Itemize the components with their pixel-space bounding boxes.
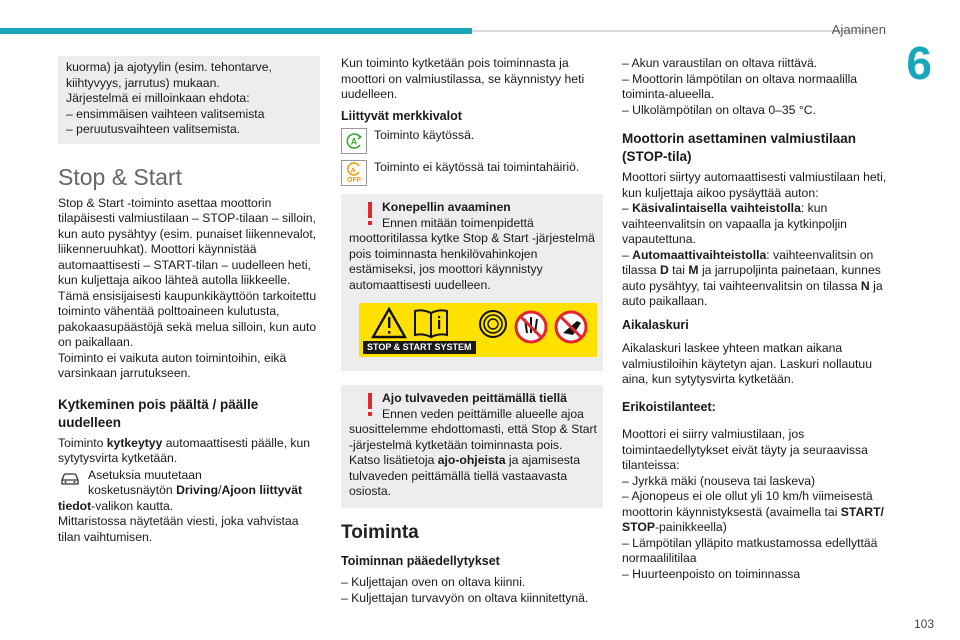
text-span: : vaihteenvalitsin on — [766, 247, 874, 262]
text-line — [58, 499, 320, 515]
text-line: suosittelemme ehdottomasti, että Stop & Start — [349, 422, 597, 436]
text-span: tilassa — [622, 263, 660, 277]
list-item: – Huurteenpoisto on toiminnassa — [622, 566, 801, 581]
header-divider — [472, 30, 872, 32]
list-item: – Lämpötilan ylläpito matkustamossa edellyttää — [622, 535, 878, 550]
text-line: Kun toiminto kytketään pois toiminnasta ja — [341, 56, 569, 70]
text-line: Tämä ensisijaisesti kaupunkikäyttöön tarkoitettu — [58, 288, 317, 303]
text-line: auto paikallaan. — [622, 294, 708, 308]
text-line — [58, 436, 320, 452]
list-item: – Jyrkkä mäki (nouseva tai laskeva) — [622, 473, 816, 488]
page-number: 103 — [913, 616, 934, 631]
text-line: uudelleen. — [341, 87, 398, 101]
text-line: estämiseksi, jos moottori käynnistyy — [349, 262, 543, 276]
text-span: tai — [668, 263, 689, 277]
note-line: kiihtyvyys, jarrutus) mukaan. — [66, 75, 220, 90]
text-span: -painikkeella) — [654, 520, 727, 534]
lamp-row-on — [341, 128, 603, 154]
text-line: on paikallaan. — [58, 335, 134, 349]
text-line: vapautettuna. — [622, 232, 696, 246]
text-bold: kytkeytyy — [106, 435, 163, 450]
text-line — [622, 201, 886, 217]
text-line: tilanteissa: — [622, 458, 680, 472]
note-line: Järjestelmä ei milloinkaan ehdota: — [66, 91, 250, 105]
off-text: OFF — [347, 177, 361, 184]
text-bold: tiedot — [58, 498, 92, 513]
text-line: moottoritilassa kytke Stop & Start -järjestelmä — [349, 231, 595, 245]
text-span: auto pysähtyy, tai vaihteenvalitsin on tilassa — [622, 278, 861, 293]
text-line — [622, 520, 886, 536]
stop-start-sticker — [359, 303, 597, 357]
lamp-off-label: Toiminto ei käytössä tai toimintahäiriö. — [374, 160, 580, 174]
text-span: / — [218, 483, 222, 497]
svg-text:A: A — [350, 167, 356, 175]
text-line: tilan vaihtumisen. — [58, 529, 153, 544]
text-line: Aikalaskuri laskee yhteen matkan aikana — [622, 341, 843, 355]
text-bold: Automaattivaihteistolla — [632, 247, 767, 262]
text-line: Toiminto ei vaikuta auton toimintoihin, eikä — [58, 350, 287, 365]
subheading-stop-mode — [622, 130, 886, 166]
warning-box-flood — [341, 385, 603, 508]
warning-box-bonnet — [341, 194, 603, 371]
list-item: – Ajonopeus ei ole ollut yli 10 km/h viimeisestä — [622, 489, 873, 503]
text-bold: Driving — [176, 483, 219, 497]
text-line — [622, 248, 886, 264]
subheading-warning-lamps: Liittyvät merkkivalot — [341, 108, 462, 123]
subheading-conditions: Toiminnan pääedellytykset — [341, 553, 500, 568]
text-line: tilapäisesti valmiustilaan – STOP-tilaan – silloin, — [58, 211, 316, 225]
warning-triangle-icon — [373, 309, 405, 337]
subheading-timer: Aikalaskuri — [622, 317, 689, 332]
car-settings-icon — [58, 468, 82, 490]
text-line: sytytysvirta kytketään. — [58, 451, 178, 465]
text-bold: Käsivalintaisella vaihteistolla — [632, 201, 801, 215]
text-line: normaalilitilaa — [622, 551, 697, 565]
text-span: Toiminto — [58, 435, 107, 450]
text-line: toimintaedellytykset eivät täyty ja seuraavissa — [622, 442, 868, 457]
exclamation-warning-icon — [368, 202, 372, 218]
text-line: automaattisesti – START-tilan – uudelleen heti, — [58, 257, 311, 272]
text-line: varsinkaan jarrutukseen. — [58, 366, 191, 380]
text-span: automaattisesti päälle, kun — [162, 435, 311, 450]
text-line: moottori on valmiustilassa, se käynnistyy heti — [341, 71, 585, 86]
note-line: kuorma) ja ajotyylin (esim. tehontarve, — [66, 60, 272, 74]
text-span: ja — [869, 278, 883, 293]
text-line — [349, 453, 595, 469]
text-span: kosketusnäytön — [88, 483, 177, 497]
intro-paragraph — [58, 196, 320, 382]
text-line: tulvaveden peittämällä tiellä vastaavasta — [349, 468, 568, 483]
manual-book-icon — [415, 310, 447, 337]
text-bold: N — [860, 278, 870, 293]
text-line: kun auto pysähtyy (esim. punaiset liikennevalot, — [58, 226, 317, 241]
list-item: – Kuljettajan oven on oltava kiinni. — [341, 575, 526, 589]
lamp-row-off — [341, 160, 603, 186]
exclamation-warning-icon — [368, 393, 372, 409]
chapter-title: Ajaminen — [831, 22, 886, 37]
text-line: liikenneruuhkat). Moottori käynnistää — [58, 242, 257, 256]
lamp-on-label: Toiminto käytössä. — [374, 128, 475, 142]
stop-start-a-green-icon — [341, 128, 367, 154]
text-line: Ennen mitään toimenpidettä — [382, 215, 534, 230]
text-span: ja jarrupoljinta painetaan, kunnes — [698, 263, 881, 277]
column-2 — [341, 56, 603, 606]
continued-note-box — [58, 56, 320, 144]
warning-title: Ajo tulvaveden peittämällä tiellä — [382, 391, 567, 405]
off-paragraph — [341, 56, 603, 103]
text-span: Katso lisätietoja — [349, 453, 438, 467]
list-item: toiminta-alueella. — [622, 87, 715, 101]
text-span: : kun — [800, 201, 828, 215]
subheading-line: (STOP-tila) — [622, 149, 692, 164]
text-line: valmiustiloihin käytetyn ajan. Laskuri nollautuu — [622, 356, 872, 371]
text-line: Moottori siirtyy automaattisesti valmiustilaan heti, — [622, 170, 887, 184]
subheading-line: Moottorin asettaminen valmiustilaan — [622, 131, 857, 146]
text-line: pakokaasupäästöjä sekä melua silloin, kun auto — [58, 319, 317, 334]
stop-start-off-orange-icon — [341, 160, 367, 186]
text-line — [622, 263, 886, 279]
text-line: Mittaristossa näytetään viesti, joka vahvistaa — [58, 514, 299, 528]
list-item: – Moottorin lämpötilan on oltava normaalilla — [622, 71, 858, 86]
subheading-line: Kytkeminen pois päältä / päälle — [58, 396, 259, 412]
no-tools-icon — [556, 312, 586, 342]
settings-note — [58, 468, 320, 499]
note-line: – peruutusvaihteen valitsemista. — [66, 122, 241, 136]
text-line: Moottori ei siirry valmiustilaan, jos — [622, 427, 805, 441]
text-line — [622, 505, 886, 521]
fan-belt-icon — [480, 311, 506, 337]
warning-title: Konepellin avaaminen — [382, 200, 511, 214]
text-line: Ennen veden peittämille alueelle ajoa — [382, 406, 584, 421]
text-line: Stop & Start -toiminto asettaa moottorin — [58, 195, 272, 210]
svg-text:A: A — [350, 136, 358, 147]
list-item: – Kuljettajan turvavyön on oltava kiinnitettynä. — [341, 590, 589, 605]
text-span: ja ajamisesta — [505, 453, 580, 467]
text-line: -järjestelmä kytketään toiminnasta pois. — [349, 437, 563, 452]
subheading-line: uudelleen — [58, 414, 122, 430]
text-bold: D — [659, 263, 669, 277]
sticker-label: STOP & START SYSTEM — [363, 341, 476, 354]
header-accent-bar — [0, 28, 472, 34]
text-span: – — [622, 201, 633, 215]
text-span: – — [622, 247, 633, 262]
no-hands-icon — [516, 312, 546, 342]
text-line: pois toiminnasta henkilövahinkojen — [349, 246, 538, 261]
subheading-special-cases: Erikoistilanteet: — [622, 399, 716, 414]
text-line: vaihteenvalitsin on vapaalla ja kytkinpoljin — [622, 216, 847, 231]
text-span: -valikon kautta. — [91, 498, 174, 513]
column-3 — [622, 56, 886, 582]
text-line: toiminto vähentää polttoaineen kulutusta, — [58, 304, 280, 318]
text-bold: STOP — [622, 520, 655, 534]
text-line: kun kuljettaja aikoo lähteä autolla liikkeelle. — [58, 273, 291, 287]
column-1 — [58, 56, 320, 545]
text-line — [622, 279, 886, 295]
text-line: aina, kun sytytysvirta kytketään. — [622, 372, 795, 386]
section-heading-toiminta: Toiminta — [341, 521, 419, 543]
text-line: osiosta. — [349, 484, 392, 498]
text-bold: M — [688, 263, 699, 277]
text-line: automaattisesti uudelleen. — [349, 277, 491, 292]
chapter-number: 6 — [906, 37, 932, 89]
text-bold: START/ — [840, 504, 884, 519]
text-line: Asetuksia muutetaan — [88, 467, 202, 482]
text-line — [88, 483, 302, 499]
text-bold: Ajoon liittyvät — [221, 483, 303, 497]
text-span: moottorin käynnistyksestä (avaimella tai — [622, 504, 841, 519]
section-heading-stop-start: Stop & Start — [58, 163, 183, 190]
list-item: – Ulkolämpötilan on oltava 0–35 °C. — [622, 102, 816, 117]
subheading-switching — [58, 396, 320, 432]
text-bold: ajo-ohjeista — [437, 453, 506, 467]
note-line: – ensimmäisen vaihteen valitsemista — [66, 106, 265, 121]
text-line: kun kuljettaja aikoo pysäyttää auton: — [622, 185, 819, 200]
list-item: – Akun varaustilan on oltava riittävä. — [622, 56, 818, 70]
